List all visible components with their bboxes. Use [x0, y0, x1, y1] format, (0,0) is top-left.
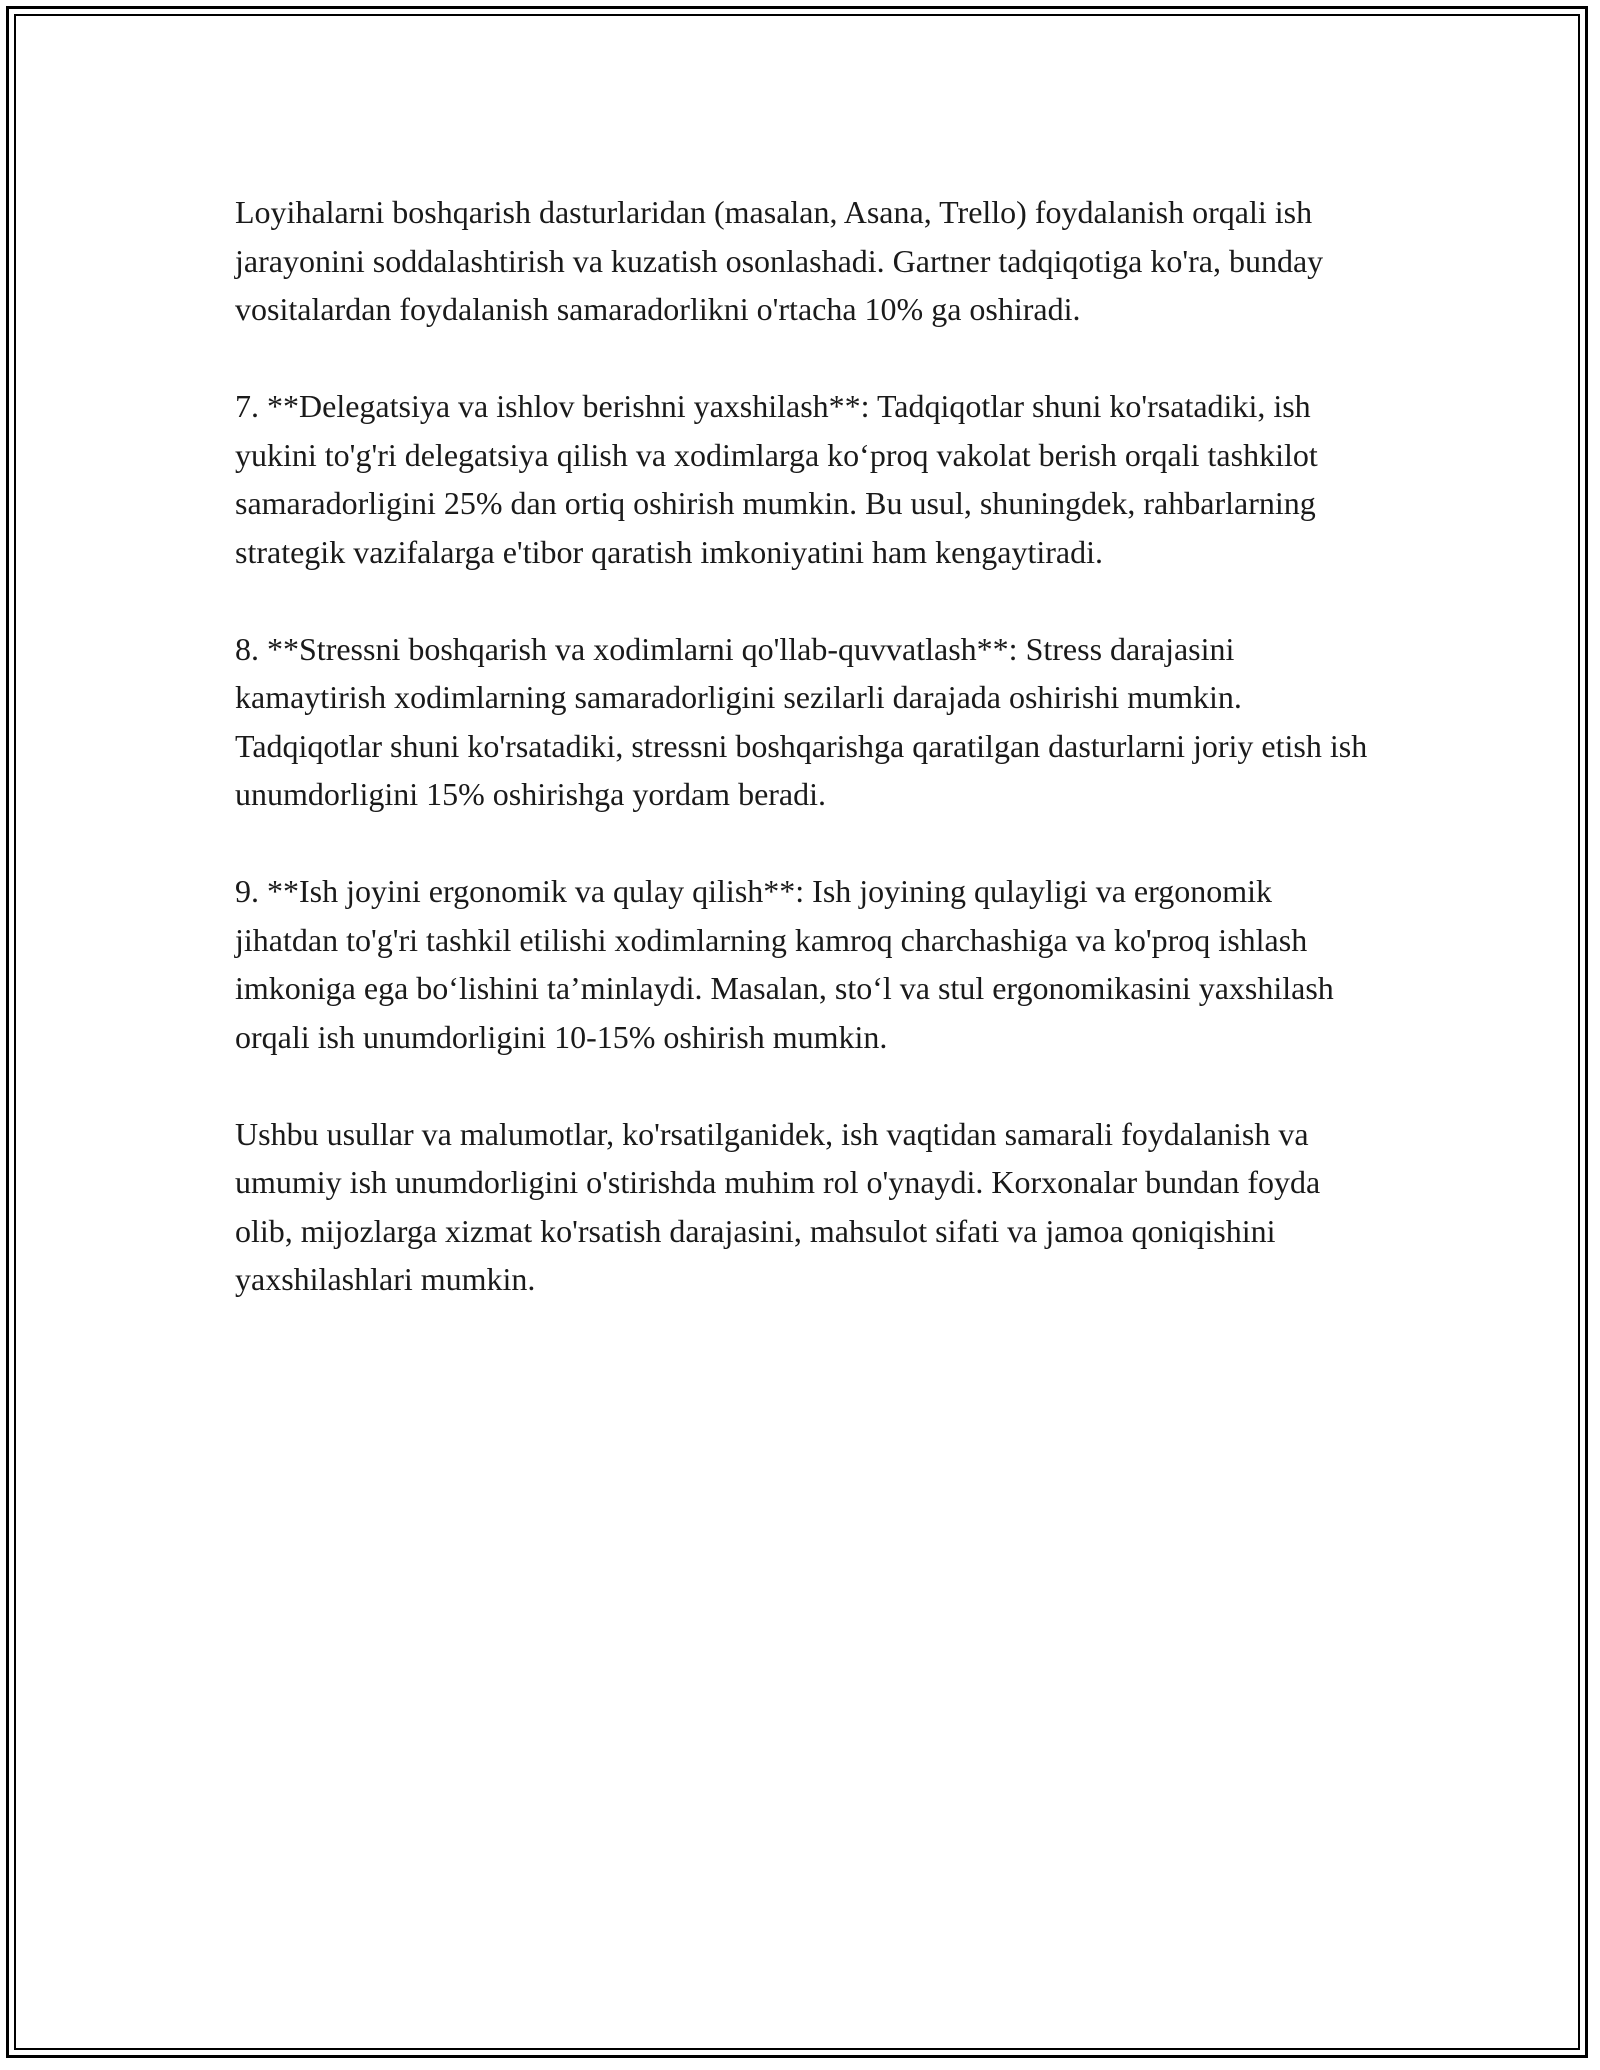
paragraph-conclusion: Ushbu usullar va malumotlar, ko'rsatilganidek, ish vaqtidan samarali foydalanish va umumiy ish unumdorligini o'stirishda muhim rol o'ynaydi. Korxonalar bundan foyda olib, mijozlarga xizmat ko'rsatish darajasini, mahsulot sifati va jamoa qoniqishini yaxshilashlari mumkin. — [235, 1115, 1321, 1297]
document-body — [235, 188, 1370, 1352]
paragraph-project-tools: Loyihalarni boshqarish dasturlaridan (masalan, Asana, Trello) foydalanish orqali ish jarayonini soddalashtirish va kuzatish osonlashadi. Gartner tadqiqotiga ko'ra, bunday vositalardan foydalanish samaradorlikni o'rtacha 10% ga oshiradi. — [235, 194, 1324, 327]
paragraph-delegation: 7. **Delegatsiya va ishlov berishni yaxshilash**: Tadqiqotlar shuni ko'rsatadiki, ish yukini to'g'ri delegatsiya qilish va xodimlarga ko‘proq vakolat berish orqali tashkilot samaradorligini 25% dan ortiq oshirish mumkin. Bu usul, shuningdek, rahbarlarning strategik vazifalarga e'tibor qaratish imkoniyatini ham kengaytiradi. — [235, 388, 1318, 570]
paragraph-ergonomics: 9. **Ish joyini ergonomik va qulay qilish**: Ish joyining qulayligi va ergonomik jihatdan to'g'ri tashkil etilishi xodimlarning kamroq charchashiga va ko'proq ishlash imkoniga ega bo‘lishini ta’minlaydi. Masalan, sto‘l va stul ergonomikasini yaxshilash orqali ish unumdorligini 10-15% oshirish mumkin. — [235, 873, 1334, 1055]
paragraph-stress-management: 8. **Stressni boshqarish va xodimlarni qo'llab-quvvatlash**: Stress darajasini kamaytirish xodimlarning samaradorligini sezilarli darajada oshirishi mumkin. Tadqiqotlar shuni ko'rsatadiki, stressni boshqarishga qaratilgan dasturlarni joriy etish ish unumdorligini 15% oshirishga yordam beradi. — [235, 630, 1368, 812]
